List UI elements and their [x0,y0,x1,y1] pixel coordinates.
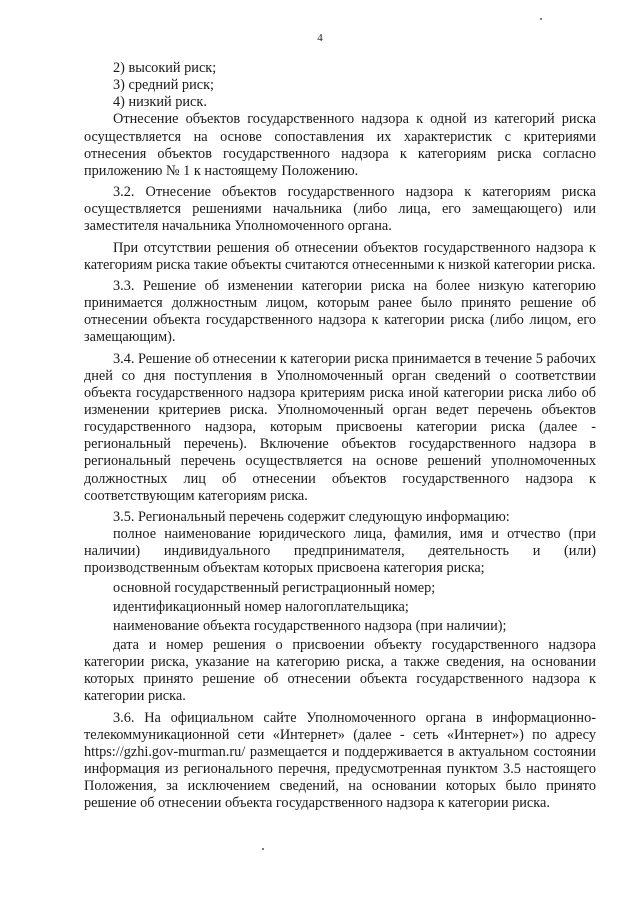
list-item-high-risk: 2) высокий риск; [113,60,217,76]
paragraph-3-3: 3.3. Решение об изменении категории риска на более низкую категорию принимается должностным лицом, которым ранее было принято решение об отнесении объекта государственного надзора к категории риска (либо лицом, его замещающим). [84,277,596,346]
list-item-decision-details: дата и номер решения о присвоении объекту государственного надзора категории риска, указание на категорию риска, а также сведения, на основании которых принято решение об отнесении объекта государственного надзора к категории риска. [84,637,596,705]
paragraph-3-5: 3.5. Региональный перечень содержит следующую информацию: [113,508,510,525]
page-number: 4 [317,32,323,44]
paragraph-absence-of-decision: При отсутствии решения об отнесении объектов государственного надзора к категориям риска такие объекты считаются отнесенными к низкой категории риска. [84,239,596,273]
paragraph-3-2: 3.2. Отнесение объектов государственного надзора к категориям риска осуществляется решениями начальника (либо лица, его замещающего) или заместителя начальника Уполномоченного органа. [84,184,596,235]
paragraph-risk-assignment-basis: Отнесение объектов государственного надзора к одной из категорий риска осуществляется на основе сопоставления их характеристик с критериями отнесения объектов государственного надзора к категориям риска согласно приложению № 1 к настоящему Положению. [84,111,596,179]
scan-speck [262,848,264,850]
list-item-object-name: наименование объекта государственного надзора (при наличии); [113,617,507,634]
document-body [84,60,596,813]
list-item-low-risk: 4) низкий риск. [113,94,207,111]
list-item-full-name: полное наименование юридического лица, фамилия, имя и отчество (при наличии) индивидуального предпринимателя, деятельность и (или) производственным объектам которых присвоена категория риска; [84,526,596,577]
list-item-medium-risk: 3) средний риск; [113,77,214,94]
paragraph-3-6: 3.6. На официальном сайте Уполномоченного органа в информационно-телекоммуникационной сети «Интернет» (далее - сеть «Интернет») по адресу https://gzhi.gov-murman.ru/ размещается и поддерживается в актуальном состоянии информация из регионального перечня, предусмотренная пунктом 3.5 настоящего Положения, за исключением сведений, на основании которых было принято решение об отнесении объекта государственного надзора к категории риска. [84,709,596,812]
paragraph-3-4: 3.4. Решение об отнесении к категории риска принимается в течение 5 рабочих дней со дня поступления в Уполномоченный орган сведений о соответствии объекта государственного надзора критериям риска иной категории риска либо об изменении критериев риска. Уполномоченный орган ведет перечень объектов государственного надзора, которым присвоены категории риска (далее - региональный перечень). Включение объектов государственного надзора в региональный перечень осуществляется на основе решений уполномоченных должностных лиц об отнесении объектов государственного надзора к соответствующим категориям риска. [84,350,596,504]
list-item-ogrn: основной государственный регистрационный номер; [113,579,436,596]
scan-speck [540,18,542,20]
list-item-inn: идентификационный номер налогоплательщика; [113,598,409,615]
